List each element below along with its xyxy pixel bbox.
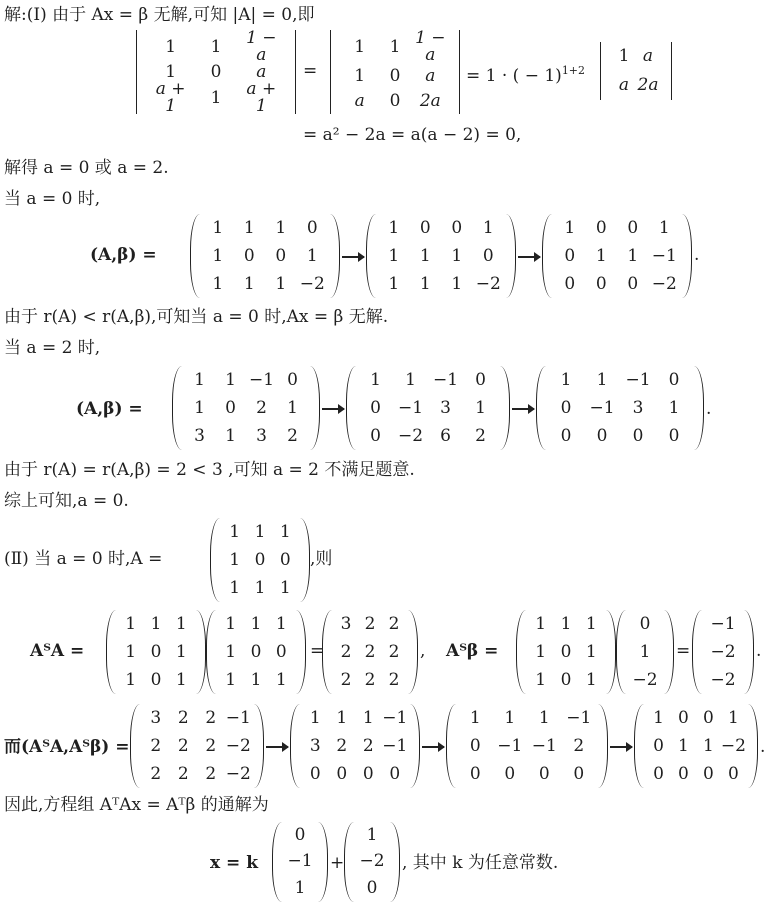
matrix-cell: 0: [560, 425, 572, 446]
matrix-cell: 1: [618, 46, 630, 66]
matrix-cell: 1: [212, 217, 224, 238]
bracket-right: [668, 42, 672, 100]
matrix-cell: a: [425, 66, 436, 86]
matrix-cell: 2: [388, 669, 400, 690]
matrix-cell: −1: [625, 369, 651, 390]
general-solution-intro: 因此,方程组 AᵀAx = Aᵀβ 的通解为: [4, 795, 269, 815]
matrix-cell: 0: [668, 425, 680, 446]
matrix-cell: 0: [309, 763, 321, 784]
matrix-cell: −1: [248, 369, 275, 390]
matrix-cell: 1: [287, 397, 298, 418]
matrix-cell: 0: [573, 763, 585, 784]
matrix-cell: 3: [256, 425, 267, 446]
augmented-matrix-a2-2: [346, 366, 510, 450]
matrix-cell: 2: [388, 613, 400, 634]
part2-intro-b: ,则: [310, 549, 333, 569]
expansion-factor: [466, 60, 585, 87]
matrix-cell: 1: [250, 669, 262, 690]
matrix-cell: −2: [225, 763, 251, 784]
matrix-cell: 1: [275, 273, 287, 294]
matrix-cell: 1: [194, 397, 205, 418]
matrix-cell: 1: [336, 707, 348, 728]
matrix-cell: 0: [389, 763, 401, 784]
arrow-icon: [422, 746, 444, 748]
matrix-cell: a: [618, 75, 630, 95]
matrix-a-transpose-2: [516, 610, 616, 694]
matrix-cell: 0: [389, 66, 401, 86]
matrix-grid: [634, 704, 758, 788]
augmented-matrix-a0-1: [190, 214, 340, 298]
matrix-cell: 1: [275, 217, 287, 238]
expansion-exponent: 1+2: [561, 64, 586, 77]
matrix-cell: −2: [710, 641, 736, 662]
matrix-grid: [600, 42, 672, 100]
matrix-grid: [536, 366, 704, 450]
matrix-cell: −1: [651, 245, 677, 266]
matrix-cell: 1: [419, 273, 431, 294]
matrix-grid: [366, 214, 516, 298]
matrix-cell: −1: [397, 397, 424, 418]
matrix-cell: 2: [388, 641, 400, 662]
matrix-cell: 0: [469, 763, 481, 784]
matrix-cell: 1: [451, 273, 463, 294]
matrix-grid: [290, 704, 420, 788]
matrix-grid: [330, 30, 460, 114]
matrix-cell: 0: [451, 217, 463, 238]
matrix-cell: 2: [364, 641, 376, 662]
matrix-cell: 1: [229, 577, 241, 598]
period: .: [706, 399, 712, 419]
matrix-cell: 1: [482, 217, 494, 238]
matrix-cell: −1: [566, 707, 592, 728]
matrix-cell: 1: [279, 521, 291, 542]
matrix-cell: 1: [125, 613, 137, 634]
matrix-cell: 0: [564, 273, 576, 294]
matrix-cell: 1: [388, 245, 400, 266]
matrix-cell: 0: [668, 369, 680, 390]
matrix-cell: 2a: [637, 75, 659, 95]
arrow-icon: [266, 746, 288, 748]
matrix-cell: 1: [538, 707, 550, 728]
matrix-cell: 3: [440, 397, 451, 418]
matrix-cell: 1: [212, 245, 224, 266]
matrix-cell: 2: [150, 735, 162, 756]
matrix-cell: 1: [279, 577, 291, 598]
matrix-cell: 2: [340, 641, 352, 662]
expansion-text: = 1 · ( − 1): [466, 66, 562, 86]
matrix-cell: a: [354, 91, 365, 111]
matrix-cell: 0: [564, 245, 576, 266]
matrix-cell: a + 1: [155, 79, 186, 116]
matrix-cell: −2: [720, 735, 746, 756]
matrix-grid: [322, 610, 418, 694]
augmented-label-a0: (A,β) =: [90, 245, 157, 265]
matrix-cell: 1: [595, 245, 607, 266]
vector-atb: [692, 610, 754, 694]
matrix-cell: −1: [531, 735, 557, 756]
matrix-cell: 0: [210, 62, 222, 82]
matrix-cell: 1: [243, 217, 255, 238]
matrix-cell: 0: [504, 763, 516, 784]
matrix-grid: [542, 214, 692, 298]
matrix-cell: 1: [668, 397, 680, 418]
matrix-cell: 1: [165, 62, 177, 82]
matrix-cell: 0: [595, 217, 607, 238]
matrix-cell: 0: [678, 763, 689, 784]
matrix-cell: 1: [389, 36, 401, 57]
matrix-cell: 0: [538, 763, 550, 784]
matrix-cell: 0: [703, 763, 714, 784]
matrix-cell: 0: [243, 245, 255, 266]
matrix-cell: a: [642, 46, 654, 66]
matrix-cell: 1 − a: [415, 28, 446, 65]
matrix-cell: 2: [340, 669, 352, 690]
matrix-cell: 0: [294, 824, 306, 845]
part1-intro: 解:(Ⅰ) 由于 Ax = β 无解,可知 |A| = 0,即: [4, 5, 315, 25]
matrix-cell: 1: [294, 878, 306, 899]
matrix-cell: −1: [710, 613, 736, 634]
augmented-normal-2: [290, 704, 420, 788]
matrix-cell: 2: [177, 707, 189, 728]
part2-intro-a: (Ⅱ) 当 a = 0 时,A =: [4, 549, 163, 569]
matrix-cell: 2: [150, 763, 162, 784]
matrix-cell: 1: [175, 669, 187, 690]
matrix-a: [210, 518, 310, 602]
matrix-cell: 1: [388, 217, 400, 238]
matrix-cell: 0: [627, 273, 639, 294]
matrix-cell: 1: [354, 66, 366, 86]
matrix-cell: 0: [560, 397, 572, 418]
matrix-cell: 2: [177, 735, 189, 756]
matrix-cell: 2: [362, 735, 374, 756]
matrix-a-again: [206, 610, 306, 694]
matrix-cell: 0: [370, 425, 381, 446]
matrix-grid: [130, 704, 264, 788]
matrix-cell: 1: [728, 707, 739, 728]
matrix-cell: −1: [225, 707, 251, 728]
matrix-cell: 1: [535, 669, 547, 690]
matrix-ata: [322, 610, 418, 694]
solution-vector-1: [272, 822, 328, 902]
matrix-cell: 0: [560, 641, 572, 662]
matrix-cell: 0: [595, 273, 607, 294]
matrix-cell: 3: [309, 735, 321, 756]
matrix-cell: 2: [364, 613, 376, 634]
solution-tail: , 其中 k 为任意常数.: [402, 853, 559, 873]
case-a2: 当 a = 2 时,: [4, 338, 101, 358]
augmented-normal-1: [130, 704, 264, 788]
vector-beta: [616, 610, 674, 694]
matrix-cell: 1: [210, 87, 222, 108]
arrow-icon: [512, 408, 534, 410]
matrix-cell: 3: [632, 397, 644, 418]
matrix-cell: 1: [419, 245, 431, 266]
matrix-cell: 0: [482, 245, 494, 266]
matrix-cell: 0: [632, 425, 644, 446]
matrix-cell: 0: [150, 669, 162, 690]
solve-line: 解得 a = 0 或 a = 2.: [4, 158, 169, 178]
matrix-cell: 2a: [419, 91, 441, 111]
equals-sign: =: [310, 641, 325, 661]
matrix-cell: 1: [175, 613, 187, 634]
matrix-cell: 1: [243, 273, 255, 294]
matrix-cell: 1: [210, 36, 222, 57]
matrix-cell: 0: [370, 397, 381, 418]
matrix-cell: 0: [653, 735, 664, 756]
matrix-cell: 2: [205, 763, 217, 784]
matrix-cell: 2: [205, 707, 217, 728]
matrix-cell: 2: [336, 735, 348, 756]
matrix-cell: −1: [589, 397, 615, 418]
matrix-cell: −2: [632, 669, 658, 690]
matrix-cell: 1: [585, 669, 597, 690]
matrix-cell: −2: [359, 851, 385, 872]
matrix-cell: 1: [306, 245, 318, 266]
matrix-grid: [136, 30, 296, 114]
period: .: [694, 245, 700, 265]
ata-label: AᵀA =: [30, 641, 85, 661]
comma: ,: [420, 641, 426, 661]
determinant-minor: [600, 42, 672, 100]
matrix-cell: 0: [254, 549, 266, 570]
matrix-cell: 1: [596, 369, 608, 390]
matrix-cell: 1: [354, 36, 366, 57]
matrix-cell: −1: [382, 735, 408, 756]
x-label: x = k: [210, 853, 258, 873]
matrix-cell: 1: [678, 735, 689, 756]
matrix-cell: 6: [440, 425, 451, 446]
plus-sign: +: [330, 853, 345, 873]
matrix-cell: 1: [225, 669, 237, 690]
matrix-cell: 0: [366, 878, 378, 899]
matrix-grid: [206, 610, 306, 694]
matrix-cell: 1: [125, 669, 137, 690]
matrix-cell: 0: [279, 549, 291, 570]
matrix-grid: [106, 610, 206, 694]
matrix-cell: 1: [535, 641, 547, 662]
matrix-cell: 0: [150, 641, 162, 662]
matrix-cell: 0: [287, 369, 298, 390]
augmented-matrix-a2-1: [172, 366, 320, 450]
augmented-label-normal: 而(AᵀA,Aᵀβ) =: [4, 737, 130, 757]
matrix-cell: 0: [336, 763, 348, 784]
matrix-cell: 1: [504, 707, 516, 728]
matrix-cell: 0: [560, 669, 572, 690]
solution-vector-2: [344, 822, 400, 902]
matrix-grid: [516, 610, 616, 694]
matrix-cell: 2: [256, 397, 267, 418]
period: .: [756, 641, 762, 661]
matrix-cell: 0: [250, 641, 262, 662]
augmented-normal-3: [446, 704, 608, 788]
matrix-cell: 2: [573, 735, 585, 756]
matrix-cell: 1: [560, 369, 572, 390]
matrix-cell: 1: [309, 707, 321, 728]
arrow-icon: [518, 256, 540, 258]
matrix-cell: 0: [275, 245, 287, 266]
conclusion-a0: 由于 r(A) < r(A,β),可知当 a = 0 时,Ax = β 无解.: [4, 307, 389, 327]
matrix-cell: 1: [469, 707, 481, 728]
matrix-cell: −2: [475, 273, 501, 294]
matrix-cell: −2: [397, 425, 424, 446]
equals-sign: =: [303, 61, 318, 81]
matrix-cell: 0: [475, 369, 486, 390]
matrix-cell: 1: [475, 397, 486, 418]
matrix-cell: −2: [225, 735, 251, 756]
matrix-cell: 2: [205, 735, 217, 756]
matrix-cell: 0: [419, 217, 431, 238]
matrix-grid: [446, 704, 608, 788]
summary-line: 综上可知,a = 0.: [4, 491, 129, 511]
matrix-cell: 1: [564, 217, 576, 238]
matrix-cell: 1: [212, 273, 224, 294]
matrix-a-transpose: [106, 610, 206, 694]
matrix-cell: −2: [299, 273, 325, 294]
matrix-cell: 1: [627, 245, 639, 266]
matrix-cell: 0: [389, 91, 401, 111]
arrow-icon: [322, 408, 344, 410]
matrix-cell: 0: [653, 763, 664, 784]
atb-label: Aᵀβ =: [446, 641, 499, 661]
matrix-cell: 0: [678, 707, 689, 728]
augmented-matrix-a0-2: [366, 214, 516, 298]
matrix-cell: 1: [229, 549, 241, 570]
augmented-normal-4: [634, 704, 758, 788]
matrix-cell: 1: [535, 613, 547, 634]
matrix-cell: 1: [362, 707, 374, 728]
matrix-cell: 1: [585, 613, 597, 634]
matrix-cell: 1: [703, 735, 714, 756]
conclusion-a2: 由于 r(A) = r(A,β) = 2 < 3 ,可知 a = 2 不满足题意.: [4, 460, 415, 480]
matrix-cell: 1: [194, 369, 205, 390]
matrix-cell: 1: [275, 669, 287, 690]
matrix-cell: 0: [728, 763, 739, 784]
matrix-cell: 1: [560, 613, 572, 634]
matrix-cell: 1: [451, 245, 463, 266]
matrix-grid: [190, 214, 340, 298]
matrix-cell: 1: [254, 577, 266, 598]
matrix-cell: 0: [275, 641, 287, 662]
matrix-cell: −2: [710, 669, 736, 690]
arrow-icon: [610, 746, 632, 748]
matrix-cell: 3: [340, 613, 352, 634]
matrix-cell: a + 1: [246, 79, 277, 116]
matrix-cell: 1: [275, 613, 287, 634]
matrix-cell: 1 − a: [246, 28, 277, 65]
matrix-cell: −1: [432, 369, 459, 390]
matrix-cell: 1: [254, 521, 266, 542]
matrix-cell: 1: [653, 707, 664, 728]
matrix-grid: [172, 366, 320, 450]
matrix-cell: 1: [225, 641, 237, 662]
matrix-cell: 1: [175, 641, 187, 662]
matrix-cell: 1: [405, 369, 416, 390]
matrix-cell: 1: [658, 217, 670, 238]
matrix-cell: 1: [639, 641, 651, 662]
matrix-cell: 0: [306, 217, 318, 238]
matrix-cell: 1: [366, 824, 378, 845]
matrix-cell: 1: [125, 641, 137, 662]
matrix-cell: 1: [250, 613, 262, 634]
matrix-cell: 3: [150, 707, 162, 728]
arrow-icon: [342, 256, 364, 258]
matrix-cell: 0: [225, 397, 236, 418]
matrix-cell: 1: [150, 613, 162, 634]
determinant-main: [136, 30, 296, 114]
matrix-grid: [210, 518, 310, 602]
equation-result: = a² − 2a = a(a − 2) = 0,: [303, 125, 522, 145]
matrix-cell: 1: [585, 641, 597, 662]
bracket-right: [292, 30, 296, 114]
equals-sign: =: [676, 641, 691, 661]
matrix-cell: −1: [287, 851, 313, 872]
matrix-cell: 1: [225, 369, 236, 390]
matrix-cell: 2: [177, 763, 189, 784]
augmented-matrix-a2-3: [536, 366, 704, 450]
period: .: [760, 737, 766, 757]
matrix-grid: [346, 366, 510, 450]
augmented-label-a2: (A,β) =: [76, 399, 143, 419]
matrix-cell: 1: [225, 613, 237, 634]
matrix-cell: −1: [382, 707, 408, 728]
matrix-cell: 1: [370, 369, 381, 390]
matrix-cell: 1: [229, 521, 241, 542]
case-a0: 当 a = 0 时,: [4, 189, 101, 209]
matrix-cell: −1: [497, 735, 523, 756]
matrix-cell: 0: [469, 735, 481, 756]
matrix-cell: 2: [475, 425, 486, 446]
matrix-cell: 1: [225, 425, 236, 446]
matrix-cell: 0: [703, 707, 714, 728]
determinant-step: [330, 30, 460, 114]
matrix-cell: 1: [388, 273, 400, 294]
matrix-cell: 2: [364, 669, 376, 690]
matrix-cell: −2: [651, 273, 677, 294]
matrix-cell: a: [256, 62, 267, 82]
matrix-cell: 0: [362, 763, 374, 784]
matrix-cell: 2: [287, 425, 298, 446]
matrix-cell: 0: [639, 613, 651, 634]
matrix-cell: 1: [165, 36, 177, 57]
bracket-right: [456, 30, 460, 114]
matrix-cell: 0: [596, 425, 608, 446]
matrix-cell: 3: [194, 425, 205, 446]
augmented-matrix-a0-3: [542, 214, 692, 298]
matrix-cell: 0: [627, 217, 639, 238]
